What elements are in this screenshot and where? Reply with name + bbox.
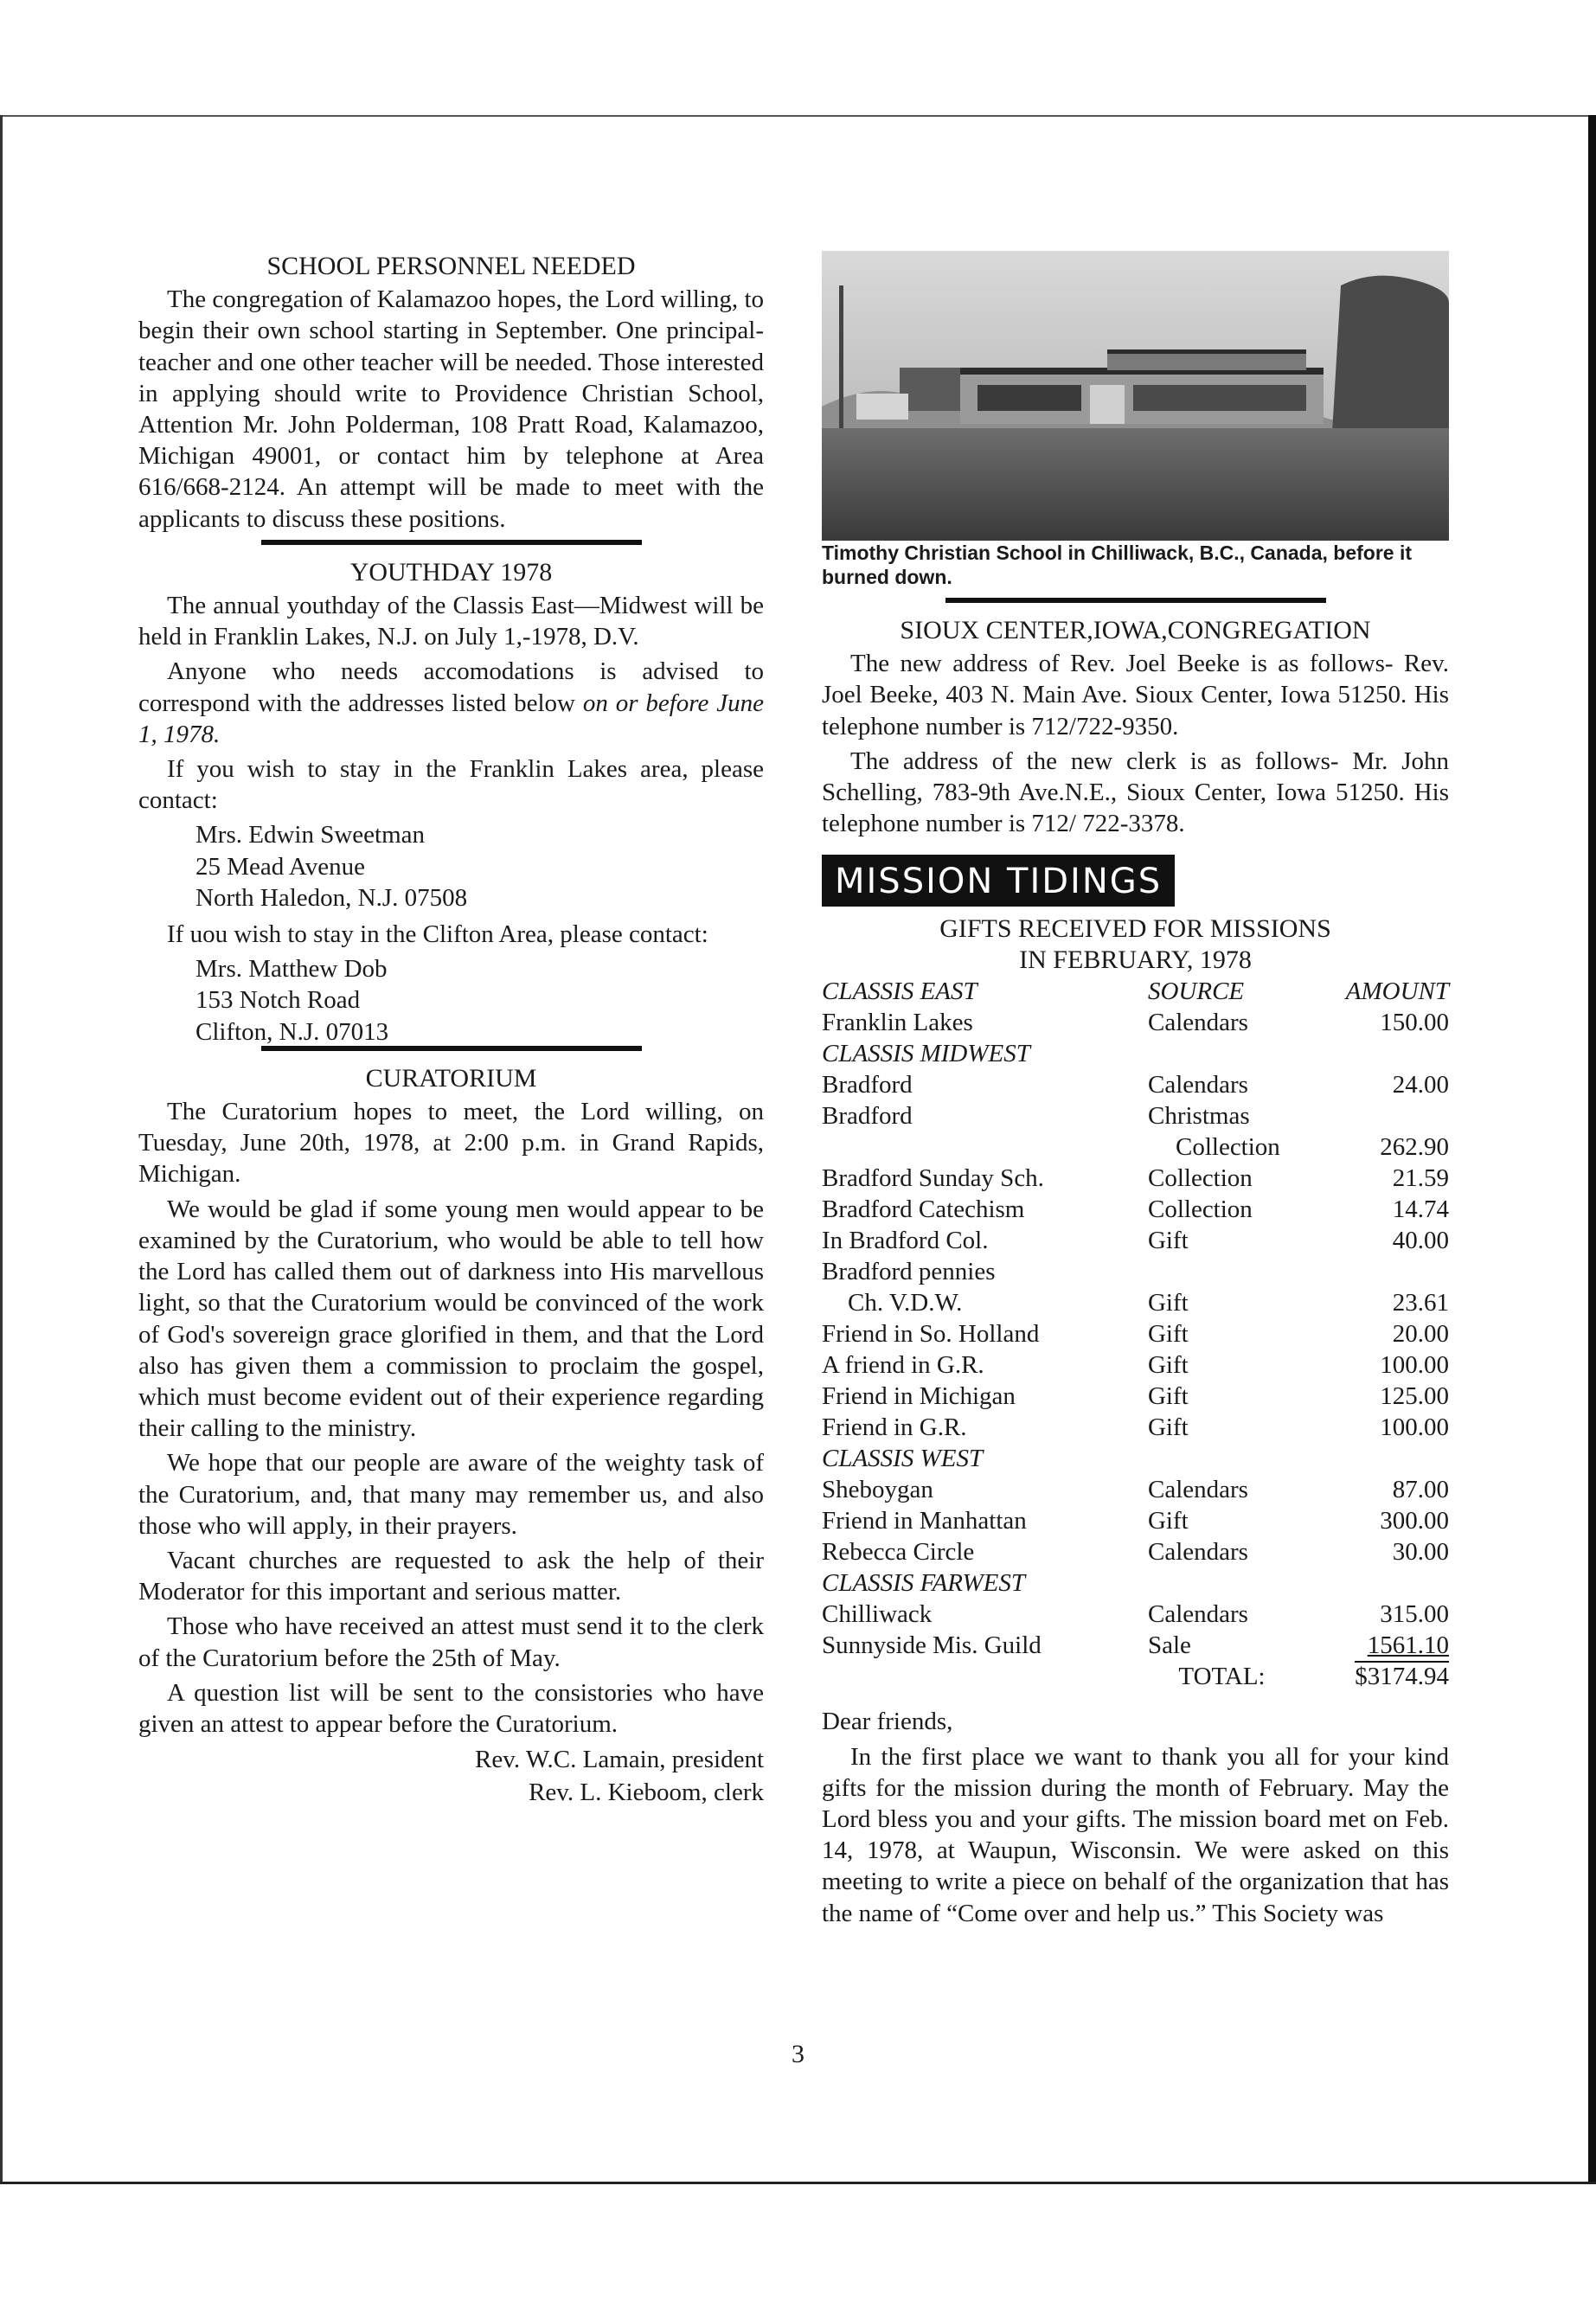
gift-row: [822, 1474, 1449, 1505]
mission-letter: [822, 1706, 1449, 1928]
gifts-section-row: [822, 1567, 1449, 1599]
gift-row: [822, 1163, 1449, 1194]
gift-amount-value: 100.00: [1380, 1413, 1449, 1442]
gift-row: [822, 1412, 1449, 1443]
gift-source: Calendars: [1147, 1538, 1248, 1567]
gift-amount: [1346, 1318, 1449, 1349]
address-line: 25 Mead Avenue: [195, 852, 365, 881]
gift-source: Gift: [1147, 1289, 1189, 1317]
classis-section-label: CLASSIS WEST: [822, 1445, 984, 1473]
youthday-heading: YOUTHDAY 1978: [349, 557, 553, 586]
gift-amount-value: 125.00: [1380, 1382, 1449, 1411]
gift-amount: [1346, 1412, 1449, 1443]
gift-amount-value: 24.00: [1392, 1071, 1449, 1099]
gift-source: Collection: [1147, 1164, 1253, 1193]
gifts-total-table: [822, 1661, 1449, 1692]
top-rule: [0, 115, 1596, 117]
gift-amount: [1346, 1069, 1449, 1100]
gift-source: Gift: [1147, 1351, 1189, 1380]
gift-amount-value: 1561.10: [1367, 1631, 1449, 1660]
gift-name: In Bradford Col.: [822, 1227, 989, 1255]
gift-row: [822, 1256, 1449, 1287]
gift-source: Gift: [1147, 1382, 1189, 1411]
gift-amount: [1346, 1256, 1449, 1287]
gift-name: Bradford: [822, 1071, 913, 1099]
separator-rule: [945, 598, 1326, 603]
gift-source: Gift: [1147, 1320, 1189, 1349]
curatorium-heading: CURATORIUM: [365, 1063, 537, 1093]
address-line: Mrs. Edwin Sweetman: [195, 821, 425, 849]
gifts-table: [822, 976, 1449, 1661]
classis-section-label: CLASSIS MIDWEST: [822, 1040, 1030, 1068]
gifts-section-row: [822, 1443, 1449, 1474]
gift-source: Gift: [1147, 1507, 1189, 1535]
gift-amount-value: 150.00: [1380, 1009, 1449, 1037]
gift-row: [822, 1318, 1449, 1349]
gift-name: [822, 1131, 1148, 1163]
gift-name: Friend in So. Holland: [822, 1320, 1040, 1349]
bottom-rule: [0, 2182, 1596, 2184]
gift-source: Collection: [1175, 1133, 1280, 1162]
gift-row: [822, 1630, 1449, 1661]
gift-amount: [1346, 1381, 1449, 1412]
gift-amount-value: 315.00: [1380, 1600, 1449, 1629]
gifts-title: GIFTS RECEIVED FOR MISSIONS: [939, 914, 1331, 944]
gift-row: [822, 1505, 1449, 1536]
gift-name: Sheboygan: [822, 1476, 933, 1504]
gift-source: [1148, 1256, 1346, 1287]
gift-amount-value: 40.00: [1392, 1227, 1449, 1255]
gift-amount: [1346, 1007, 1449, 1038]
gift-amount: [1346, 1100, 1449, 1131]
total-amount-value: $3174.94: [1355, 1663, 1449, 1691]
curatorium-paragraph: The Curatorium hopes to meet, the Lord willing, on Tuesday, June 20th, 1978, at 2:00 p.m. in Grand Rapids, Michigan.: [138, 1098, 764, 1189]
sioux-center-paragraph-1: The new address of Rev. Joel Beeke is as follows- Rev. Joel Beeke, 403 N. Main Ave. Sioux Center, Iowa 51250. His telephone number is 712/722-9350.: [822, 650, 1449, 740]
gift-name: Ch. V.D.W.: [848, 1289, 963, 1317]
total-spacer: [822, 1661, 1133, 1692]
gift-amount-value: 14.74: [1392, 1195, 1449, 1224]
gift-amount: [1346, 1536, 1449, 1567]
school-personnel-body: The congregation of Kalamazoo hopes, the Lord willing, to begin their own school starting in September. One principal-teacher and one other teacher will be needed. Those interested in applying should write to Providence Christian School, Attention Mr. John Polderman, 108 Pratt Road, Kalamazoo, Michigan 49001, or contact him by telephone at Area 616/668-2124. An attempt will be made to meet with the applicants to discuss these positions.: [138, 285, 764, 533]
gift-amount: [1346, 1599, 1449, 1630]
gift-amount-value: 21.59: [1392, 1164, 1449, 1193]
header-amount: AMOUNT: [1345, 977, 1449, 1006]
gift-source: Collection: [1147, 1195, 1253, 1224]
contact-address-1: [195, 819, 764, 913]
page-number: 3: [792, 2040, 804, 2068]
gift-amount-value: 100.00: [1380, 1351, 1449, 1380]
right-edge: [1588, 115, 1596, 2184]
curatorium-article: [138, 1063, 764, 1809]
gift-amount: [1346, 1225, 1449, 1256]
header-classis-east: CLASSIS EAST: [822, 977, 977, 1006]
address-line: Mrs. Matthew Dob: [195, 955, 388, 984]
gift-name: Bradford Catechism: [822, 1195, 1025, 1224]
school-photo: [822, 251, 1449, 541]
curatorium-paragraph: Those who have received an attest must send it to the clerk of the Curatorium before the 25th of May.: [138, 1612, 764, 1672]
gift-row: [822, 1536, 1449, 1567]
letter-body: In the first place we want to thank you all for your kind gifts for the mission during the month of February. May the Lord bless you and your gifts. The mission board met on Feb. 14, 1978, at Waupun, Wisconsin. We were asked on this meeting to write a piece on behalf of the organization that has the name of “Come over and help us.” This Society was: [822, 1742, 1449, 1927]
gift-row: [822, 1287, 1449, 1318]
header-source: SOURCE: [1147, 977, 1245, 1006]
gift-source: Gift: [1147, 1227, 1189, 1255]
gift-source: Calendars: [1147, 1009, 1248, 1037]
curatorium-paragraph: We would be glad if some young men would appear to be examined by the Curatorium, who would be able to tell how the Lord has called them out of darkness into His marvellous light, so that the Curatorium would be convinced of the work of God's sovereign grace glorified in them, and that the Lord also has given them a commission to proclaim the gospel, which must become evident out of their experience regarding their calling to the ministry.: [138, 1195, 764, 1443]
gift-name: A friend in G.R.: [822, 1351, 984, 1380]
left-edge: [0, 115, 3, 2184]
gift-amount-value: 300.00: [1380, 1507, 1449, 1535]
gift-row: [822, 1100, 1449, 1131]
gift-name: Bradford: [822, 1102, 913, 1131]
gift-name: Chilliwack: [822, 1600, 933, 1629]
separator-rule: [261, 540, 642, 545]
gift-amount: [1346, 1349, 1449, 1381]
gift-amount-value: 87.00: [1392, 1476, 1449, 1504]
gifts-subtitle: IN FEBRUARY, 1978: [1019, 945, 1252, 975]
school-building-image: [822, 251, 1449, 541]
gift-amount: [1346, 1163, 1449, 1194]
gift-name: Rebecca Circle: [822, 1538, 975, 1567]
address-line: Clifton, N.J. 07013: [195, 1017, 389, 1046]
gift-amount: [1346, 1131, 1449, 1163]
total-label: TOTAL:: [1178, 1663, 1266, 1691]
gift-source: Gift: [1147, 1413, 1189, 1442]
gift-row: [822, 1349, 1449, 1381]
school-personnel-article: [138, 251, 764, 535]
mission-gifts: [822, 913, 1449, 1692]
gift-name: Friend in Manhattan: [822, 1507, 1027, 1535]
photo-caption: Timothy Christian School in Chilliwack, B.C., Canada, before it burned down.: [822, 542, 1413, 588]
left-column: [138, 251, 764, 1809]
gift-row: [822, 1599, 1449, 1630]
gift-amount: [1346, 1474, 1449, 1505]
gift-name: Bradford Sunday Sch.: [822, 1164, 1044, 1193]
total-amount: [1311, 1661, 1449, 1692]
sioux-center-paragraph-2: The address of the new clerk is as follows- Mr. John Schelling, 783-9th Ave.N.E., Sioux Center, Iowa 51250. His telephone number is 712/ 722-3378.: [822, 747, 1449, 838]
youthday-article: [138, 557, 764, 1048]
gift-source: Christmas: [1147, 1102, 1250, 1131]
gift-row: [822, 1194, 1449, 1225]
gift-row: [822, 1007, 1449, 1038]
gifts-table-body: [822, 976, 1449, 1661]
curatorium-paragraph: We hope that our people are aware of the weighty task of the Curatorium, and, that many may remember us, and also those who will apply, in their prayers.: [138, 1449, 764, 1540]
gift-name: Sunnyside Mis. Guild: [822, 1631, 1042, 1660]
gift-amount: [1346, 1287, 1449, 1318]
classis-section-label: CLASSIS FARWEST: [822, 1569, 1025, 1598]
gift-amount-value: 20.00: [1392, 1320, 1449, 1349]
gift-row: [822, 1131, 1449, 1163]
youthday-deadline: on or before June 1, 1978.: [138, 689, 764, 748]
curatorium-paragraph: Vacant churches are requested to ask the help of their Moderator for this important and serious matter.: [138, 1546, 764, 1606]
gift-amount-value: 23.61: [1392, 1289, 1449, 1317]
gift-amount: [1346, 1630, 1449, 1661]
signature-president: Rev. W.C. Lamain, president: [475, 1746, 764, 1774]
gift-source: Calendars: [1147, 1071, 1248, 1099]
youthday-paragraph-3: If you wish to stay in the Franklin Lakes area, please contact:: [138, 755, 764, 815]
letter-greeting: Dear friends,: [822, 1708, 953, 1736]
gift-row: [822, 1225, 1449, 1256]
gifts-total-row: [822, 1661, 1449, 1692]
school-personnel-heading: SCHOOL PERSONNEL NEEDED: [266, 252, 636, 280]
gifts-section-row: [822, 1038, 1449, 1069]
mission-tidings-banner: MISSION TIDINGS: [822, 855, 1175, 907]
youthday-paragraph-2: [138, 656, 764, 750]
youthday-paragraph-1: The annual youthday of the Classis East—Midwest will be held in Franklin Lakes, N.J. on July 1,-1978, D.V.: [138, 592, 764, 651]
gift-source: Calendars: [1147, 1476, 1248, 1504]
signature-clerk: Rev. L. Kieboom, clerk: [529, 1779, 764, 1807]
gift-name: Friend in Michigan: [822, 1382, 1016, 1411]
curatorium-paragraph: A question list will be sent to the consistories who have given an attest to appear before the Curatorium.: [138, 1678, 764, 1738]
sioux-center-heading: SIOUX CENTER,IOWA,CONGREGATION: [900, 616, 1371, 644]
gift-amount-value: 262.90: [1380, 1133, 1449, 1162]
gift-name: Bradford pennies: [822, 1258, 996, 1286]
contact-address-2: [195, 953, 764, 1048]
address-line: North Haledon, N.J. 07508: [195, 883, 468, 912]
signature-block: [138, 1743, 764, 1809]
gift-amount: [1346, 1194, 1449, 1225]
gift-amount-value: 30.00: [1392, 1538, 1449, 1567]
gift-name: Friend in G.R.: [822, 1413, 967, 1442]
gift-source: Calendars: [1147, 1600, 1248, 1629]
gift-amount: [1346, 1505, 1449, 1536]
gift-row: [822, 1069, 1449, 1100]
address-line: 153 Notch Road: [195, 986, 361, 1015]
right-column: [822, 251, 1449, 1932]
youthday-paragraph-2-text: Anyone who needs accomodations is advised to correspond with the addresses listed below: [138, 657, 764, 717]
gift-name: Franklin Lakes: [822, 1009, 973, 1037]
gift-source: Sale: [1147, 1631, 1191, 1660]
youthday-paragraph-4: If uou wish to stay in the Clifton Area, please contact:: [167, 920, 708, 949]
gifts-header-row: [822, 976, 1449, 1007]
sioux-center-article: [822, 615, 1449, 839]
gift-row: [822, 1381, 1449, 1412]
